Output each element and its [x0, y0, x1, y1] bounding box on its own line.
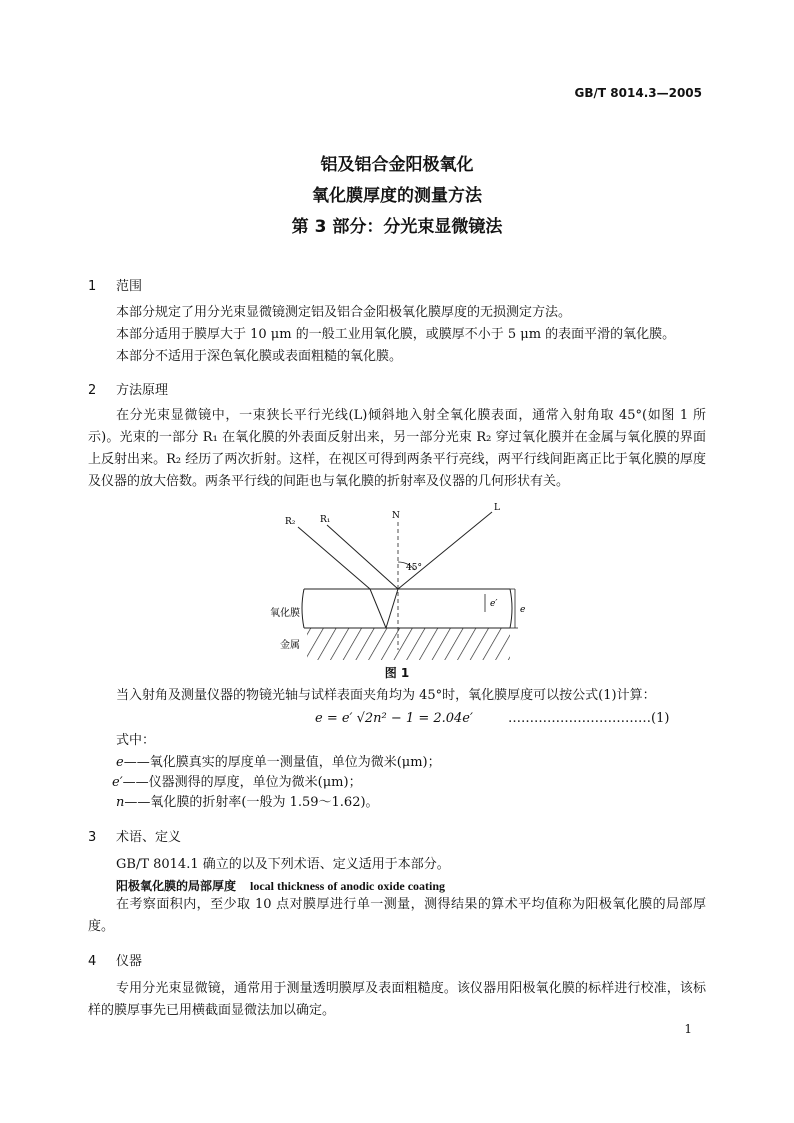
sec4-paragraph-1: 专用分光束显微镜，通常用于测量透明膜厚及表面粗糙度。该仪器用阳极氧化膜的标样进行校准，该标样的膜厚事先已用横截面显微法加以确定。 [88, 981, 706, 1018]
variable-item [116, 752, 441, 773]
label-l: L [494, 503, 500, 513]
label-e-prime: e′ [490, 599, 498, 609]
title-line-3: 第 3 部分：分光束显微镜法 [291, 217, 503, 237]
section-title: 方法原理 [116, 383, 169, 398]
variable-item [112, 772, 362, 793]
sec1-paragraph-1: 本部分规定了用分光束显微镜测定铝及铝合金阳极氧化膜厚度的无损测定方法。 [116, 305, 572, 320]
section-title: 范围 [116, 279, 143, 294]
variable-item [116, 792, 379, 813]
formula: e = e′ √2n² − 1 = 2.04e′ [315, 711, 473, 726]
section-3-heading [88, 826, 181, 845]
formula-number: ……………………………(1) [508, 711, 670, 726]
label-e: e [520, 605, 526, 615]
sec3-paragraph-1: GB/T 8014.1 确立的以及下列术语、定义适用于本部分。 [116, 857, 450, 872]
title-line-1: 铝及铝合金阳极氧化 [320, 155, 474, 175]
section-4-heading [88, 950, 142, 969]
label-angle: 45° [406, 563, 422, 573]
sec1-paragraph-3: 本部分不适用于深色氧化膜或表面粗糙的氧化膜。 [116, 349, 403, 364]
label-n: N [392, 511, 400, 521]
label-oxide: 氧化膜 [270, 608, 300, 619]
title-line-2: 氧化膜厚度的测量方法 [312, 186, 482, 206]
where-label: 式中： [116, 733, 156, 748]
sec2-paragraph-2: 当入射角及测量仪器的物镜光轴与试样表面夹角均为 45°时，氧化膜厚度可以按公式(1)计算： [116, 688, 656, 703]
sec1-paragraph-2: 本部分适用于膜厚大于 10 μm 的一般工业用氧化膜，或膜厚不小于 5 μm 的表面平滑的氧化膜。 [116, 327, 676, 342]
section-title: 术语、定义 [116, 830, 182, 845]
term-chinese: 阳极氧化膜的局部厚度 [116, 879, 237, 893]
term-english: local thickness of anodic oxide coating [250, 879, 446, 893]
variable-symbol: e [116, 755, 124, 770]
section-2-heading [88, 379, 168, 398]
label-metal: 金属 [280, 640, 300, 651]
page-number: 1 [684, 1022, 692, 1036]
section-number: 1 [88, 279, 97, 294]
section-title: 仪器 [116, 954, 143, 969]
figure-1-diagram [270, 500, 540, 665]
standard-number: GB/T 8014.3—2005 [574, 86, 702, 100]
figure-caption: 图 1 [384, 666, 410, 680]
section-number: 3 [88, 830, 97, 845]
variable-description: ——氧化膜的折射率(一般为 1.59～1.62)。 [124, 795, 379, 810]
sec2-paragraph-1: 在分光束显微镜中，一束狭长平行光线(L)倾斜地入射全氧化膜表面，通常入射角取 45°(如图 1 所示)。光束的一部分 R₁ 在氧化膜的外表面反射出来，另一部分光束 R₂ 穿过氧化膜并在金属与氧化膜的界面上反射出来。R₂ 经历了两次折射。这样，在视区可得到两条平行亮线，两平行线间距离正比于氧化膜的厚度及仪器的放大倍数。两条平行线的间距也与氧化膜的折射率及仪器的几何形状有关。 [88, 408, 706, 489]
variable-description: ——氧化膜真实的厚度单一测量值，单位为微米(μm)； [123, 755, 441, 770]
section-number: 4 [88, 954, 97, 969]
label-r1: R₁ [320, 515, 331, 525]
variable-symbol: n [116, 795, 125, 810]
metal-hatch [307, 628, 510, 660]
variable-symbol: e′ [112, 775, 123, 790]
section-number: 2 [88, 383, 97, 398]
variable-description: ——仪器测得的厚度，单位为微米(μm)； [122, 775, 362, 790]
section-1-heading [88, 275, 142, 294]
label-r2: R₂ [285, 517, 296, 527]
sec3-paragraph-2: 在考察面积内，至少取 10 点对膜厚进行单一测量，测得结果的算术平均值称为阳极氧化膜的局部厚度。 [88, 897, 706, 934]
